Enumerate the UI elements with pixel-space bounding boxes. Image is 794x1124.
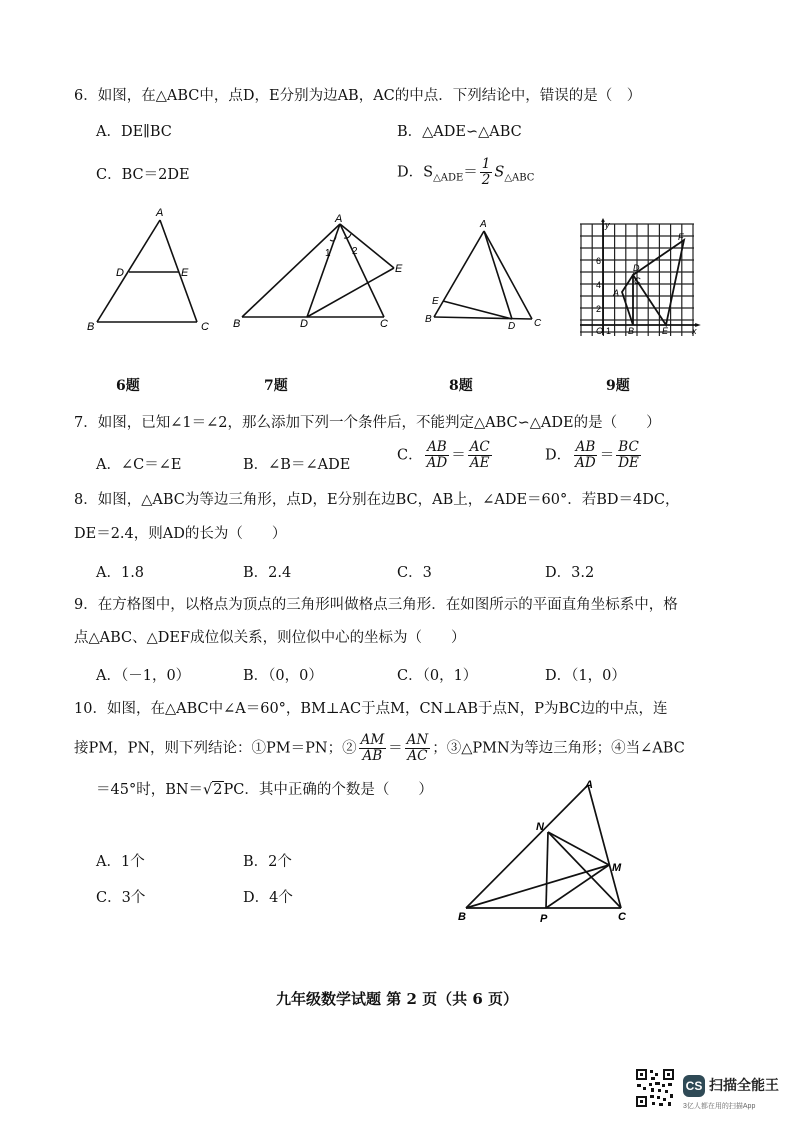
q6-option-b: B．△ADE∽△ABC: [397, 124, 522, 140]
fig9-tick-y6: 6: [596, 256, 602, 266]
fig10-label-a: A: [585, 779, 593, 791]
fig8-caption: 8题: [449, 378, 473, 394]
q10-option-a: A．1个: [96, 854, 145, 870]
fig9-axis-x: x: [692, 326, 697, 336]
fig6-label-a: A: [156, 207, 164, 219]
fig9-label-a: A: [613, 288, 620, 298]
q10-line-3: ＝45°时，BN＝√2PC．其中正确的个数是（ ）: [96, 782, 433, 798]
fig7-label-d: D: [300, 318, 308, 330]
q8-option-c: C．3: [397, 565, 432, 581]
q7-option-c: C． $\frac{AB}{AD}$ ＝ $\frac{AC}{AE}$: [397, 439, 490, 471]
fig6-label-d: D: [116, 267, 124, 279]
q6-stem: 6．如图，在△ABC中，点D，E分别为边AB，AC的中点．下列结论中，错误的是（ ）: [74, 88, 642, 104]
q8-line-2: DE＝2.4，则AD的长为（ ）: [74, 526, 287, 542]
fig6-label-b: B: [87, 321, 95, 333]
fig9-label-e: E: [662, 326, 669, 336]
q10-option-d: D．4个: [243, 890, 293, 906]
q10-option-b: B．2个: [243, 854, 292, 870]
q10-line-1: 10．如图，在△ABC中∠A＝60°，BM⊥AC于点M，CN⊥AB于点N，P为BC边的中点，连: [74, 701, 668, 717]
q8-line-1: 8．如图，△ABC为等边三角形，点D，E分别在边BC，AB上，∠ADE＝60°．若BD＝4DC，: [74, 492, 680, 508]
q8-option-b: B．2.4: [243, 565, 292, 581]
q9-line-2: 点△ABC、△DEF成位似关系，则位似中心的坐标为（ ）: [74, 630, 466, 646]
q9-option-c: C．（0，1）: [397, 668, 478, 684]
fig9-label-f: F: [678, 232, 684, 242]
figure-9: [572, 218, 702, 343]
fig6-caption: 6题: [116, 378, 140, 394]
qr-code: [635, 1068, 675, 1108]
figure-6: [85, 200, 215, 335]
fig7-label-b: B: [233, 318, 241, 330]
q8-option-d: D．3.2: [545, 565, 595, 581]
q9-option-b: B．（0，0）: [243, 668, 323, 684]
q9-option-a: A．（－1，0）: [96, 668, 191, 684]
fig9-label-b: B: [628, 326, 635, 336]
fig7-label-a: A: [335, 213, 343, 225]
fig8-label-d: D: [508, 321, 516, 332]
fig9-caption: 9题: [606, 378, 630, 394]
scanner-logo-icon: CS: [683, 1075, 705, 1097]
fig9-label-d: D: [633, 263, 640, 273]
fig7-angle-1: 1: [325, 248, 331, 259]
q9-option-d: D．（1，0）: [545, 668, 626, 684]
q10-line-2: 接PM，PN，则下列结论：①PM＝PN；② $\frac{AM}{AB}$ ＝ $\frac{AN}{AC}$ ；③△PMN为等边三角形；④当∠ABC: [74, 732, 685, 764]
figure-8: [420, 215, 550, 335]
fig7-caption: 7题: [264, 378, 288, 394]
q10-option-c: C．3个: [96, 890, 146, 906]
fig9-label-c: C: [634, 276, 641, 286]
q7-option-d: D． $\frac{AB}{AD}$ ＝ $\frac{BC}{DE}$: [545, 439, 639, 471]
q8-option-a: A．1.8: [96, 565, 145, 581]
fig9-origin: O: [596, 326, 604, 336]
q9-line-1: 9．在方格图中，以格点为顶点的三角形叫做格点三角形．在如图所示的平面直角坐标系中，格: [74, 597, 678, 613]
q6-option-a: A．DE∥BC: [96, 124, 172, 140]
fig8-label-e: E: [432, 296, 439, 307]
fig10-label-c: C: [618, 911, 626, 923]
fig7-label-c: C: [380, 318, 388, 330]
q7-option-b: B．∠B＝∠ADE: [243, 457, 351, 473]
q6-option-c: C．BC＝2DE: [96, 167, 190, 183]
fig9-axis-y: y: [605, 220, 610, 230]
fig6-label-e: E: [181, 267, 189, 279]
figure-10: [450, 775, 650, 925]
fig9-tick-y4: 4: [596, 280, 602, 290]
fig7-label-e: E: [395, 263, 403, 275]
fig10-label-p: P: [540, 913, 548, 925]
fig10-label-b: B: [458, 911, 466, 923]
scanner-brand-name: 扫描全能王: [709, 1077, 779, 1093]
fig8-label-a: A: [480, 219, 487, 230]
fig6-label-c: C: [201, 321, 209, 333]
q7-option-a: A．∠C＝∠E: [96, 457, 182, 473]
fig9-tick-x1: 1: [606, 326, 612, 336]
fig9-tick-y2: 2: [596, 304, 602, 314]
page-footer: 九年级数学试题 第 2 页（共 6 页）: [276, 990, 518, 1008]
fig8-label-c: C: [534, 318, 542, 329]
scanner-brand-slogan: 3亿人都在用的扫描App: [683, 1103, 756, 1110]
fig10-label-n: N: [536, 821, 544, 833]
fig10-label-m: M: [612, 862, 622, 874]
q7-stem: 7．如图，已知∠1＝∠2，那么添加下列一个条件后，不能判定△ABC∽△ADE的是（ ）: [74, 415, 661, 431]
q6-option-d: D．$S_{\triangle ADE}=$ $\frac{1}{2}$ $S_{\triangle ABC}$: [397, 156, 535, 188]
fig8-label-b: B: [425, 314, 432, 325]
fig7-angle-2: 2: [352, 246, 358, 257]
figure-7: [232, 210, 407, 335]
